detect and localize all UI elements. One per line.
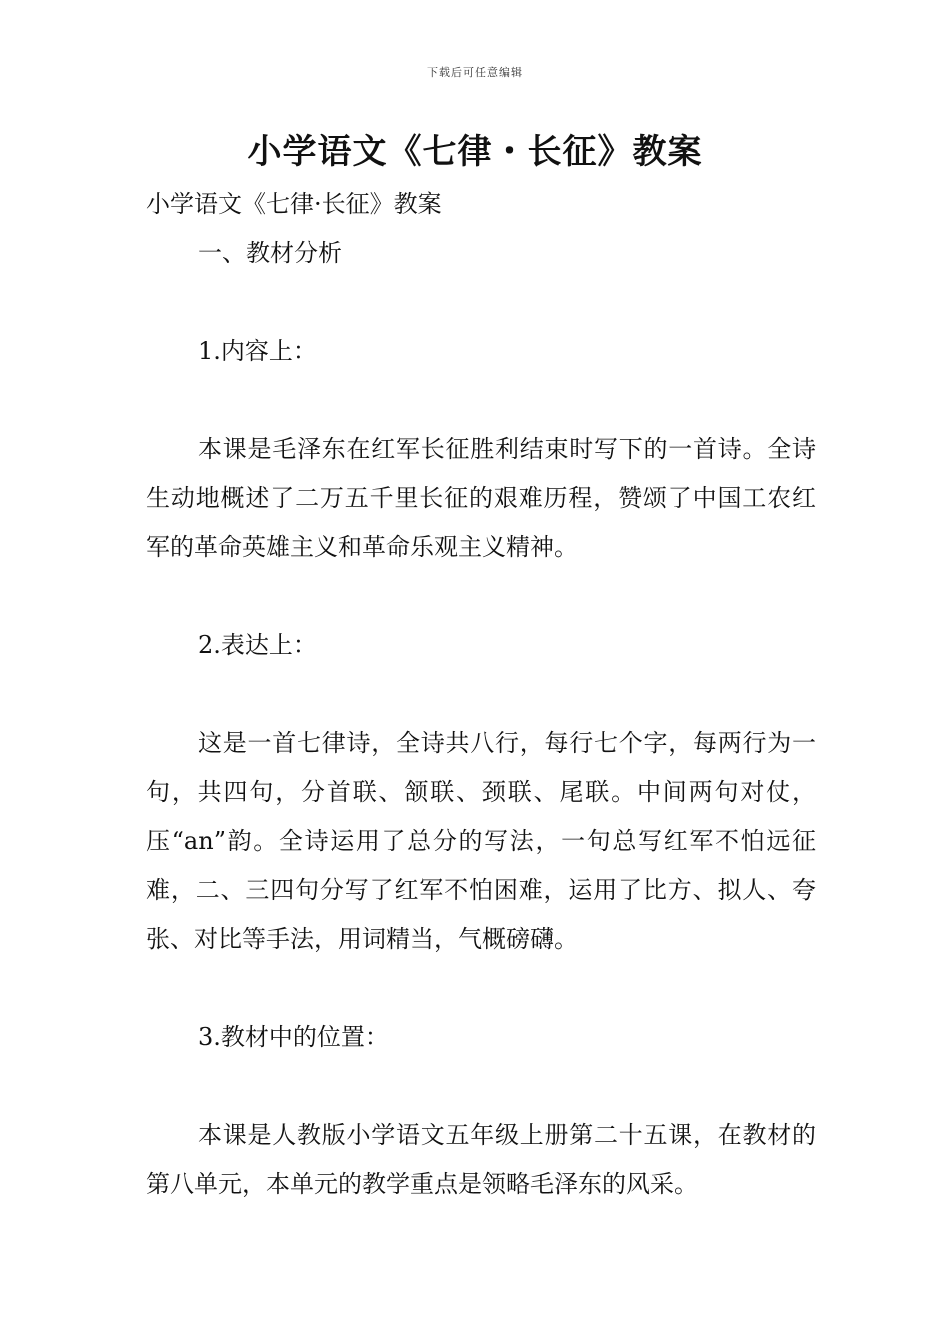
- item-heading-content: 1.内容上：: [198, 337, 317, 365]
- spacer: [146, 670, 816, 719]
- paragraph-position: 本课是人教版小学语文五年级上册第二十五课，在教材的第八单元，本单元的教学重点是领略毛泽东的风采。: [146, 1121, 816, 1198]
- spacer: [146, 1062, 816, 1111]
- section-heading-textbook-analysis: 一、教材分析: [198, 239, 342, 267]
- paragraph-content: 本课是毛泽东在红军长征胜利结束时写下的一首诗。全诗生动地概述了二万五千里长征的艰难历程，赞颂了中国工农红军的革命英雄主义和革命乐观主义精神。: [146, 435, 816, 561]
- paragraph-expression: 这是一首七律诗，全诗共八行，每行七个字，每两行为一句，共四句，分首联、颔联、颈联、尾联。中间两句对仗，压“an”韵。全诗运用了总分的写法，一句总写红军不怕远征难，二、三四句分写了红军不怕困难，运用了比方、拟人、夸张、对比等手法，用词精当，气概磅礴。: [146, 729, 816, 953]
- header-note: 下载后可任意编辑: [427, 66, 523, 79]
- document-subtitle: 小学语文《七律·长征》教案: [146, 190, 442, 218]
- spacer: [146, 376, 816, 425]
- spacer: [146, 278, 816, 327]
- item-heading-position: 3.教材中的位置：: [198, 1023, 389, 1051]
- document-body: [146, 180, 816, 1209]
- item-heading-expression: 2.表达上：: [198, 631, 317, 659]
- spacer: [146, 964, 816, 1013]
- spacer: [146, 572, 816, 621]
- document-title: 小学语文《七律・长征》教案: [247, 132, 703, 172]
